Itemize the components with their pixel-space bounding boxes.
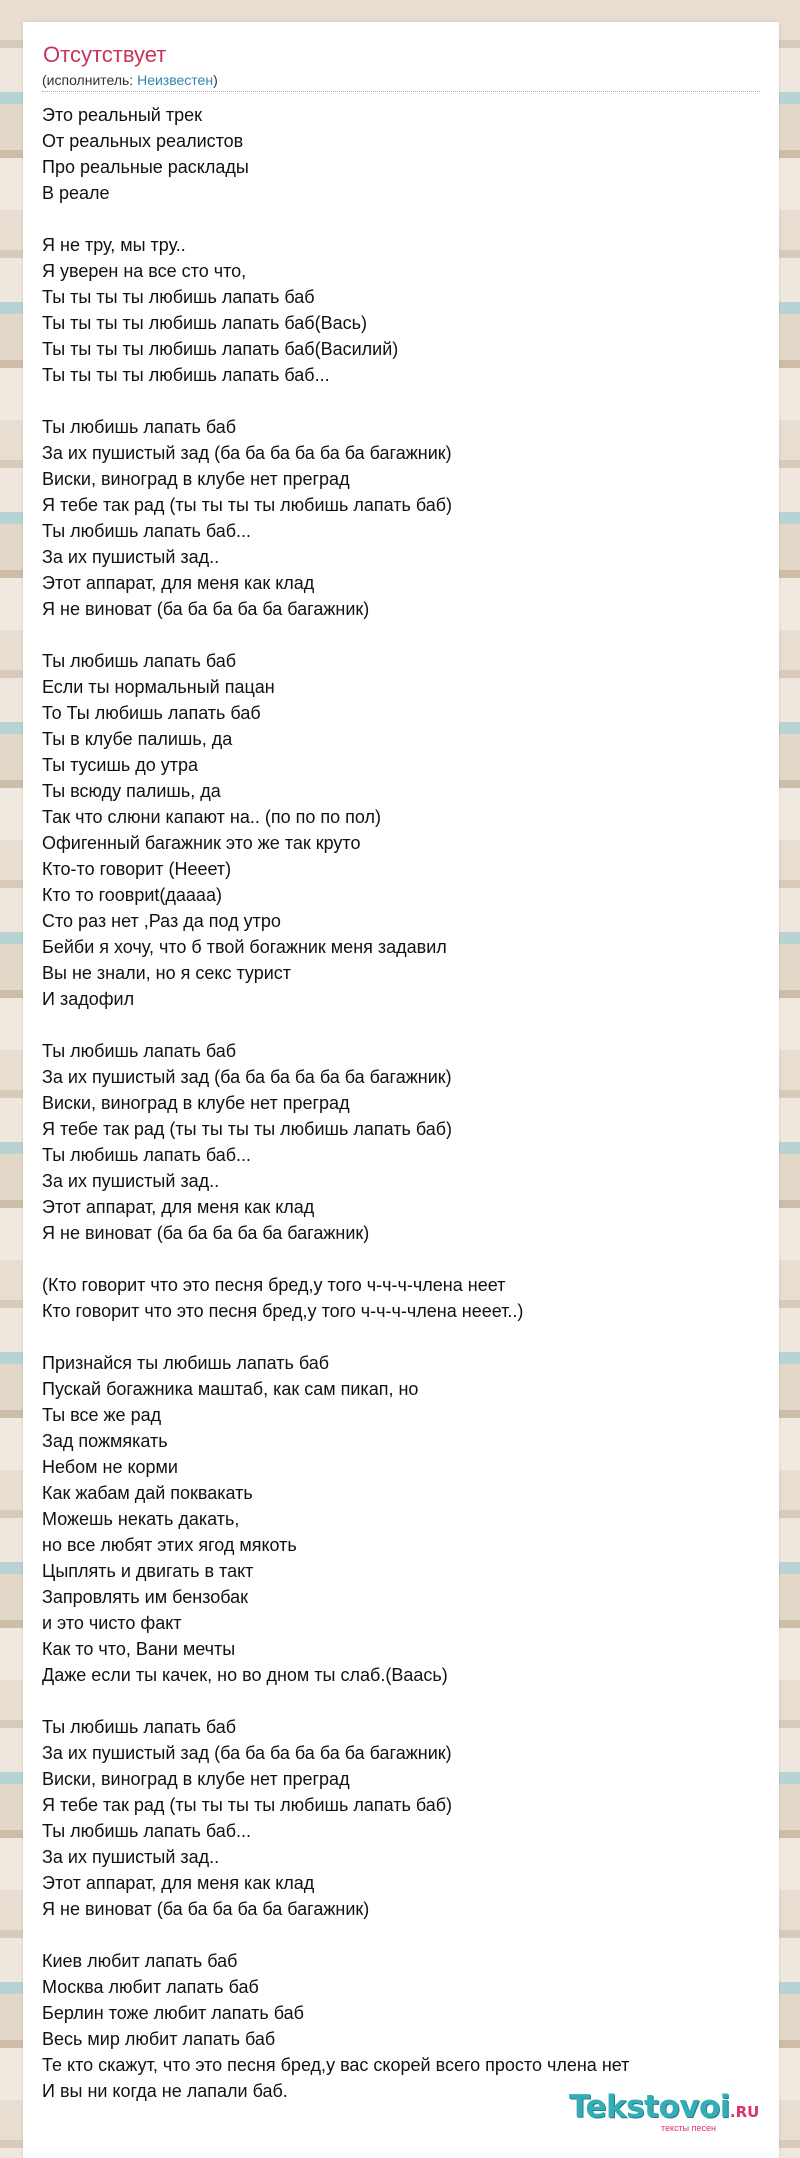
logo-name: Tekstovoi — [569, 2089, 730, 2125]
site-logo[interactable] — [569, 2090, 769, 2138]
song-title: Отсутствует — [43, 42, 167, 67]
artist-line — [42, 71, 218, 89]
logo-subtitle: тексты песен — [661, 2123, 717, 2133]
title-divider — [42, 91, 760, 92]
artist-prefix: (исполнитель: — [42, 72, 138, 88]
lyrics-card — [23, 22, 779, 2158]
artist-link[interactable]: Неизвестен — [137, 72, 214, 88]
logo-tld: .RU — [729, 2103, 760, 2121]
artist-suffix: ) — [213, 72, 218, 88]
lyrics-text: Это реальный трек От реальных реалистов Про реальные расклады В реале Я не тру, мы тру.. Я уверен на все сто что, Ты ты ты ты любишь лапать баб Ты ты ты ты любишь лапать баб(Вась) Ты ты ты ты любишь лапать баб(Василий) Ты ты ты ты любишь лапать баб... Ты любишь лапать баб За их пушистый зад (ба ба ба ба ба ба багажник) Виски, виноград в клубе нет преград Я тебе так рад (ты ты ты ты любишь лапать баб) Ты любишь лапать баб... За их пушистый зад.. Этот аппарат, для меня как клад Я не виноват (ба ба ба ба ба багажник) Ты любишь лапать баб Если ты нормальный пацан То Ты любишь лапать баб Ты в клубе палишь, да Ты тусишь до утра Ты всюду палишь, да Так что слюни капают на.. (по по по пол) Офигенный багажник это же так круто Кто-то говорит (Нееет) Кто то гоовриt(даааа) Сто раз нет ,Раз да под утро Бейби я хочу, что б твой богажник меня задавил Вы не знали, но я секс турист И задофил Ты любишь лапать баб За их пушистый зад (ба ба ба ба ба ба багажник) Виски, виноград в клубе нет преград Я тебе так рад (ты ты ты ты любишь лапать баб) Ты любишь лапать баб... За их пушистый зад.. Этот аппарат, для меня как клад Я не виноват (ба ба ба ба ба багажник) (Кто говорит что это песня бред,у того ч-ч-ч-члена неет Кто говорит что это песня бред,у того ч-ч-ч-члена нееет..) Признайся ты любишь лапать баб Пускай богажника маштаб, как сам пикап, но Ты все же рад Зад пожмякать Небом не корми Как жабам дай поквакать Можешь некать дакать, но все любят этих ягод мякоть Цыплять и двигать в такт Запровлять им бензобак и это чисто факт Как то что, Вани мечты Даже если ты качек, но во дном ты слаб.(Ваась) Ты любишь лапать баб За их пушистый зад (ба ба ба ба ба ба багажник) Виски, виноград в клубе нет преград Я тебе так рад (ты ты ты ты любишь лапать баб) Ты любишь лапать баб... За их пушистый зад.. Этот аппарат, для меня как клад Я не виноват (ба ба ба ба ба багажник) Киев любит лапать баб Москва любит лапать баб Берлин тоже любит лапать баб Весь мир любит лапать баб Те кто скажут, что это песня бред,у вас скорей всего просто члена нет И вы ни когда не лапали баб. — [42, 105, 630, 2101]
